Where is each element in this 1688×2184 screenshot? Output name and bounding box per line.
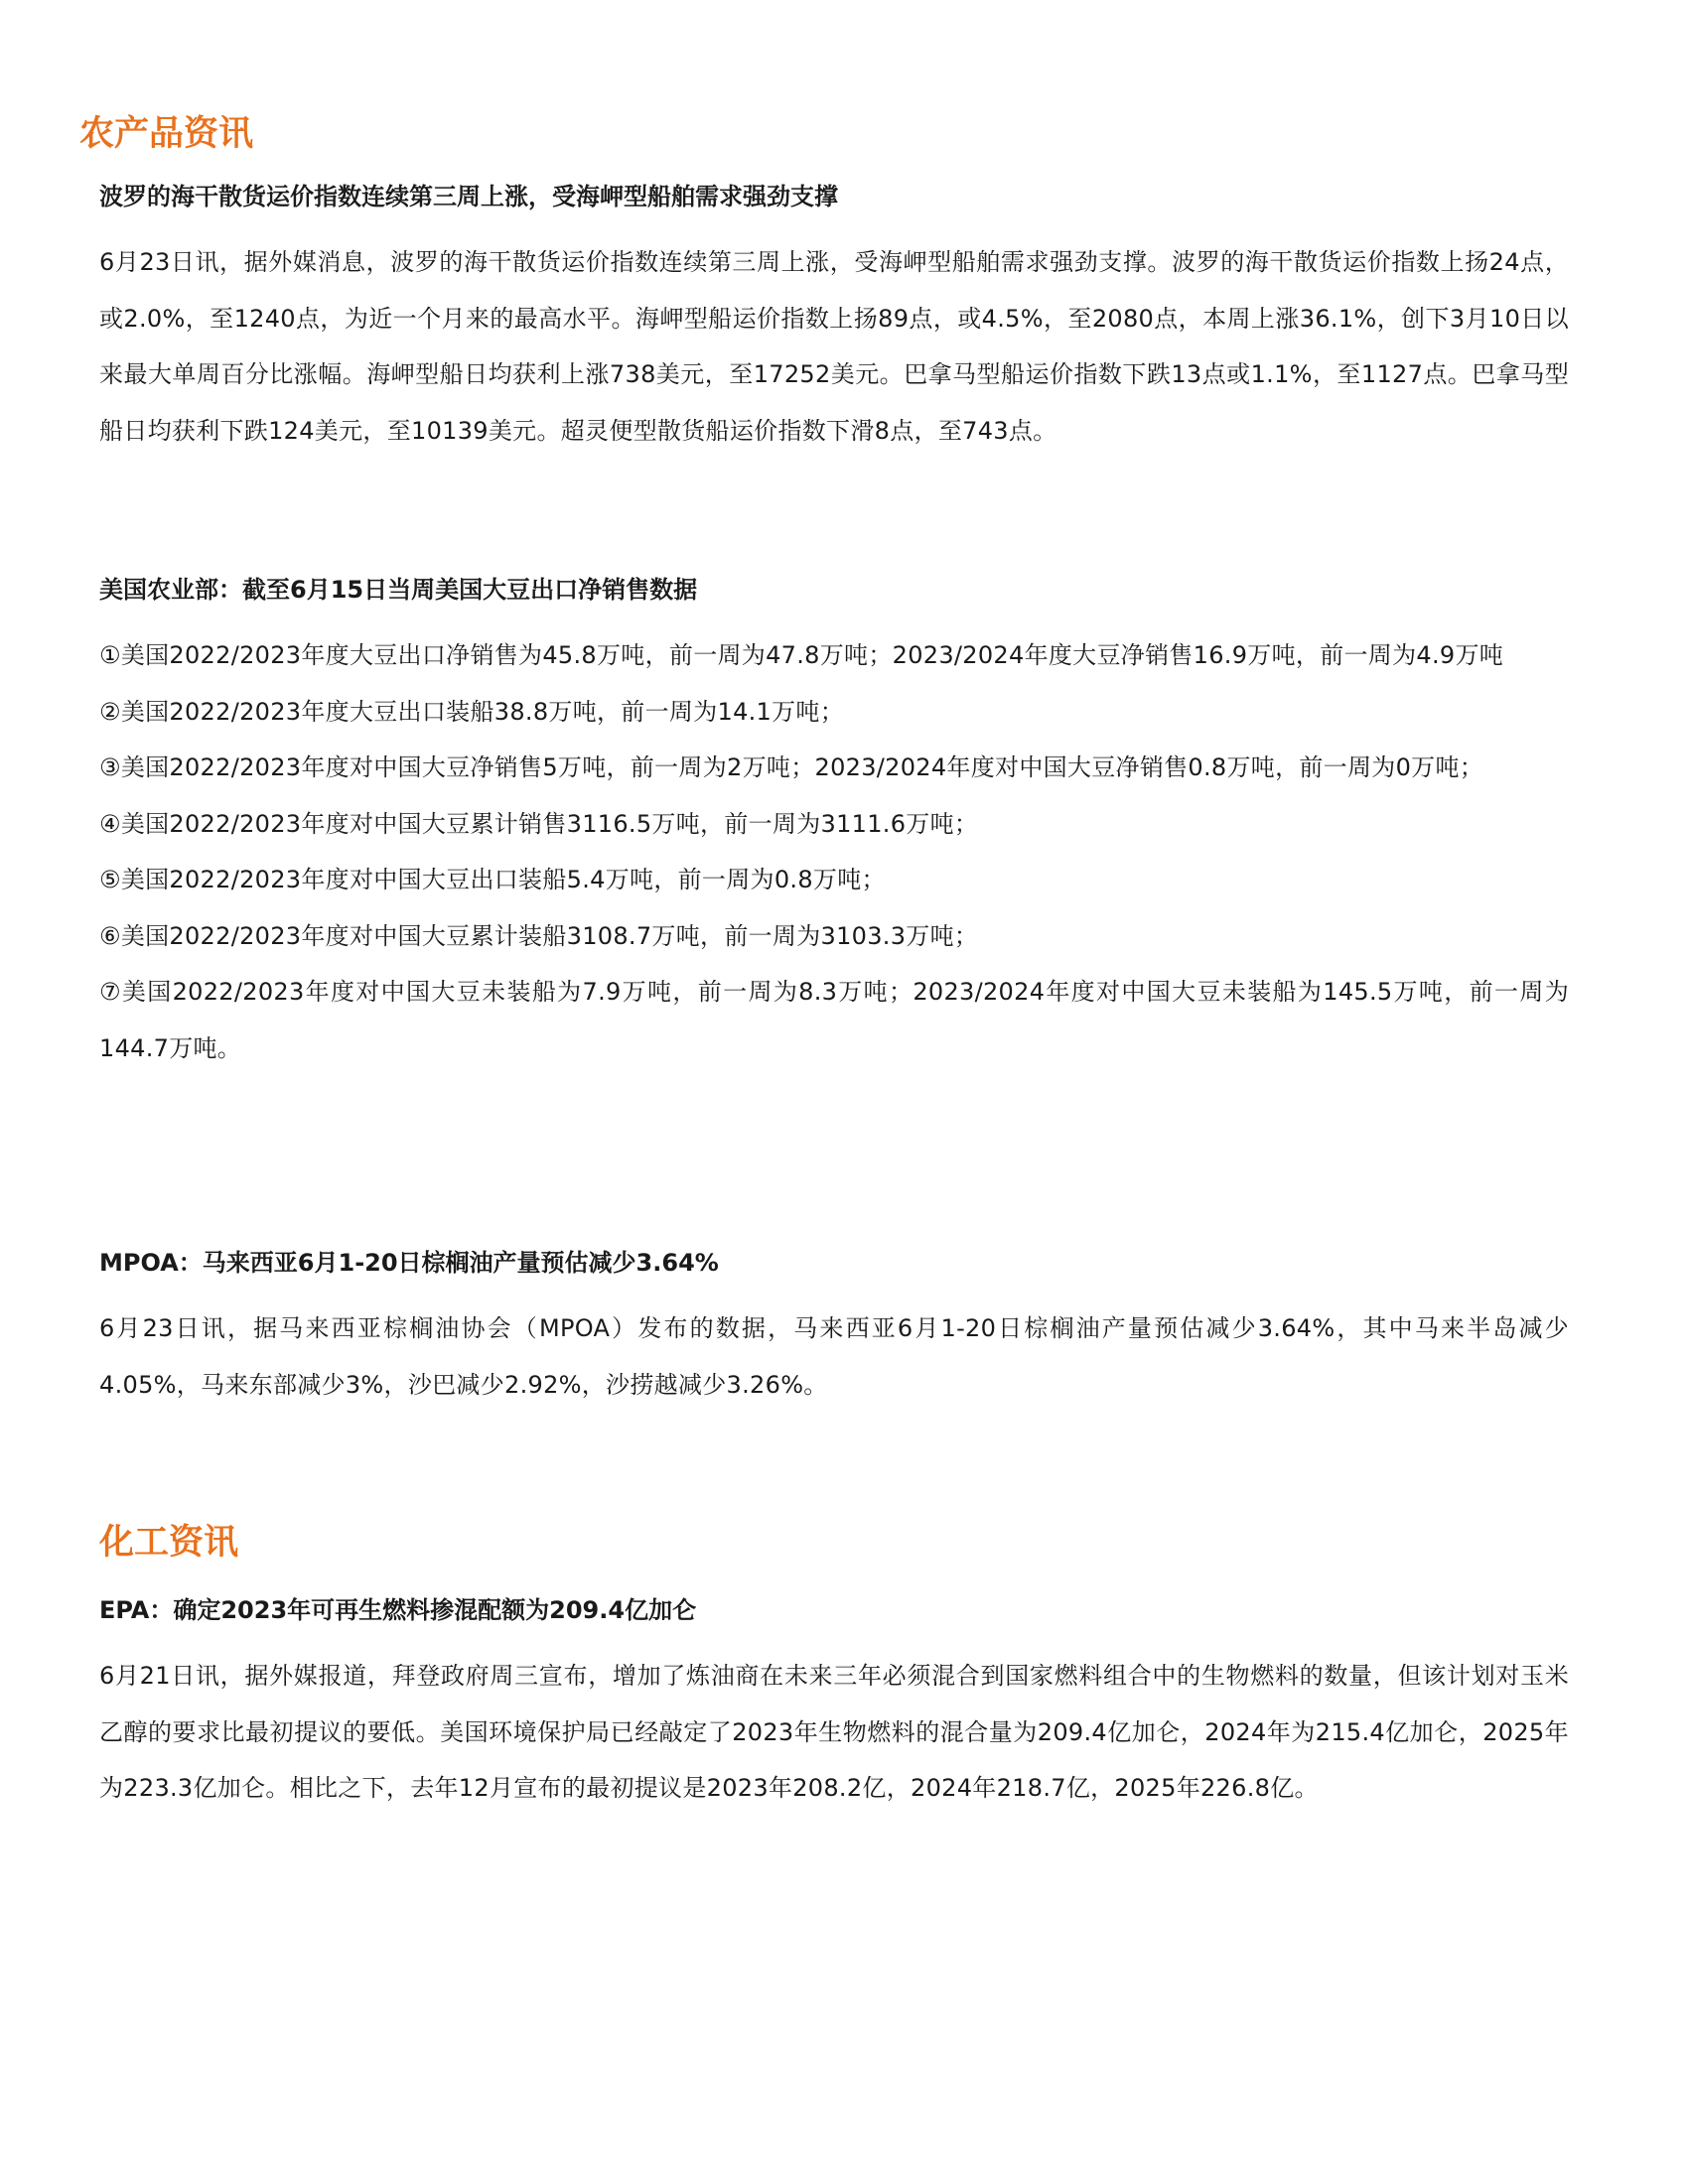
article-body: 6月23日讯，据外媒消息，波罗的海干散货运价指数连续第三周上涨，受海岬型船舶需求强劲支撑。波罗的海干散货运价指数上扬24点，或2.0%，至1240点，为近一个月来的最高水平。海岬型船运价指数上扬89点，或4.5%，至2080点，本周上涨36.1%，创下3月10日以来最大单周百分比涨幅。海岬型船日均获利上涨738美元，至17252美元。巴拿马型船运价指数下跌13点或1.1%，至1127点。巴拿马型船日均获利下跌124美元，至10139美元。超灵便型散货船运价指数下滑8点，至743点。: [99, 248, 1569, 445]
list-item: ③美国2022/2023年度对中国大豆净销售5万吨，前一周为2万吨；2023/2024年度对中国大豆净销售0.8万吨，前一周为0万吨；: [99, 753, 1484, 781]
article-title: 美国农业部：截至6月15日当周美国大豆出口净销售数据: [99, 576, 698, 604]
article-baltic-dry-index: [99, 179, 1569, 459]
article-epa-biofuel: [99, 1592, 1569, 1817]
article-usda-soybean-sales: [99, 572, 1569, 1076]
article-title: 波罗的海干散货运价指数连续第三周上涨，受海岬型船舶需求强劲支撑: [99, 183, 838, 210]
list-item: ①美国2022/2023年度大豆出口净销售为45.8万吨，前一周为47.8万吨；2023/2024年度大豆净销售16.9万吨，前一周为4.9万吨: [99, 641, 1504, 669]
section-title-chemicals: 化工资讯: [99, 1523, 239, 1563]
article-mpoa-palm-oil: [99, 1245, 1569, 1413]
article-title: MPOA：马来西亚6月1-20日棕榈油产量预估减少3.64%: [99, 1249, 719, 1277]
list-item: ②美国2022/2023年度大豆出口装船38.8万吨，前一周为14.1万吨；: [99, 697, 845, 726]
article-body: 6月23日讯，据马来西亚棕榈油协会（MPOA）发布的数据，马来西亚6月1-20日棕榈油产量预估减少3.64%，其中马来半岛减少4.05%，马来东部减少3%，沙巴减少2.92%，沙捞越减少3.26%。: [99, 1314, 1569, 1399]
list-item: ④美国2022/2023年度对中国大豆累计销售3116.5万吨，前一周为3111.6万吨；: [99, 809, 979, 838]
list-item: ⑦美国2022/2023年度对中国大豆未装船为7.9万吨，前一周为8.3万吨；2023/2024年度对中国大豆未装船为145.5万吨，前一周为144.7万吨。: [99, 978, 1569, 1062]
article-title: EPA：确定2023年可再生燃料掺混配额为209.4亿加仑: [99, 1596, 697, 1624]
list-item: ⑤美国2022/2023年度对中国大豆出口装船5.4万吨，前一周为0.8万吨；: [99, 866, 886, 893]
soybean-data-list: [99, 627, 1569, 1076]
list-item: ⑥美国2022/2023年度对中国大豆累计装船3108.7万吨，前一周为3103.3万吨；: [99, 921, 979, 950]
section-title-agriculture: 农产品资讯: [79, 114, 254, 154]
article-body: 6月21日讯，据外媒报道，拜登政府周三宣布，增加了炼油商在未来三年必须混合到国家燃料组合中的生物燃料的数量，但该计划对玉米乙醇的要求比最初提议的要低。美国环境保护局已经敲定了2023年生物燃料的混合量为209.4亿加仑，2024年为215.4亿加仑，2025年为223.3亿加仑。相比之下，去年12月宣布的最初提议是2023年208.2亿，2024年218.7亿，2025年226.8亿。: [99, 1662, 1569, 1802]
